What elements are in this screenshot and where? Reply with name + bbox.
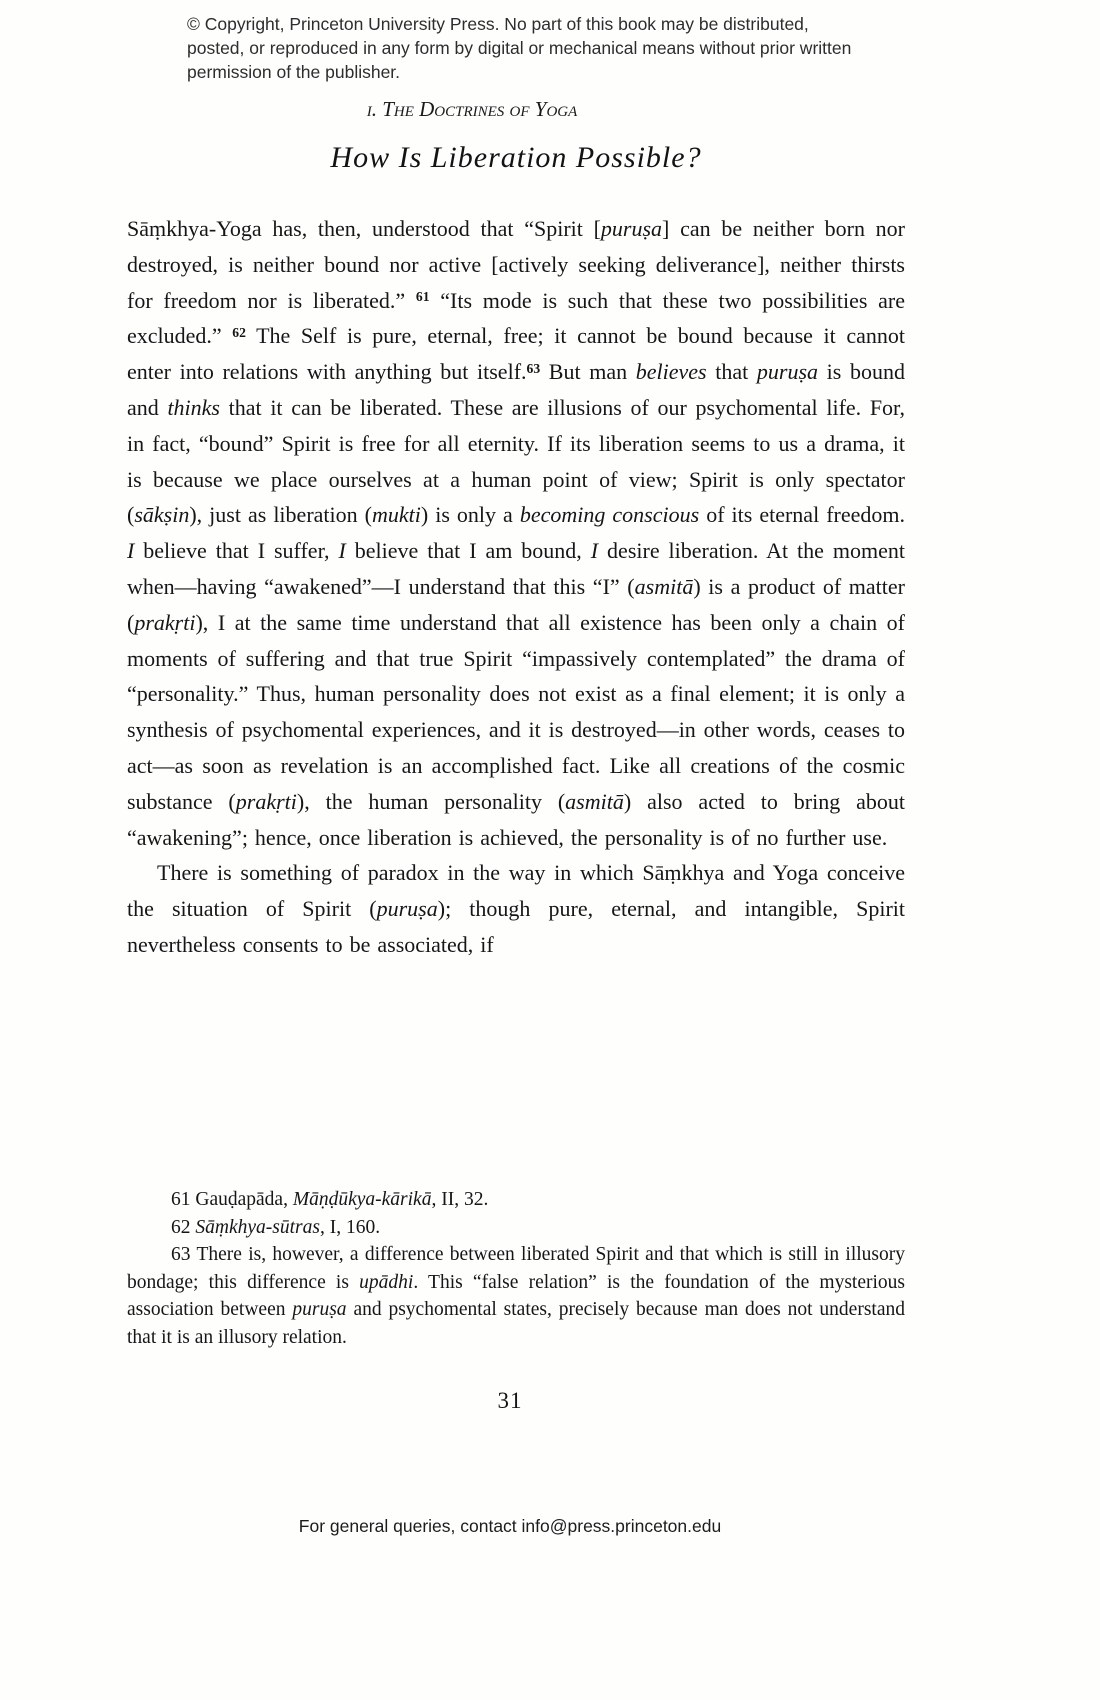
paragraph-1: Sāṃkhya-Yoga has, then, understood that “Spirit [puruṣa] can be neither born nor destroyed, is neither bound nor active [actively seeking deliverance], neither thirsts for freedom nor is liberated.” $^{61}$ “Its mode is such that these two possibilities are excluded.” $^{62}$ The Self is pure, eternal, free; it cannot be bound because it cannot enter into relations with anything but itself.$^{63}$ But man believes that puruṣa is bound and thinks that it can be liberated. These are illusions of our psychomental life. For, in fact, “bound” Spirit is free for all eternity. If its liberation seems to us a drama, it is because we place ourselves at a human point of view; Spirit is only spectator (sākṣin), just as liberation (mukti) is only a becoming conscious of its eternal freedom. I believe that I suffer, I believe that I am bound, I desire liberation. At the moment when—having “awakened”—I understand that this “I” (asmitā) is a product of matter (prakṛti), I at the same time understand that all existence has been only a chain of moments of suffering and that true Spirit “impassively contemplated” the drama of “personality.” Thus, human personality does not exist as a final element; it is only a synthesis of psychomental experiences, and it is destroyed—in other words, ceases to act—as soon as revelation is an accomplished fact. Like all creations of the cosmic substance (prakṛti), the human personality (asmitā) also acted to bring about “awakening”; hence, once liberation is achieved, the personality is of no further use. <box>127 216 906 850</box>
running-head: i. The Doctrines of Yoga <box>366 97 578 121</box>
footnote-61: 61 Gauḍapāda, Māṇḍūkya-kārikā, II, 32. <box>171 1189 489 1210</box>
paragraph-2: There is something of paradox in the way in which Sāṃkhya and Yoga conceive the situation of Spirit (puruṣa); though pure, eternal, and intangible, Spirit nevertheless consents to be associated, if <box>127 860 905 957</box>
copyright-notice: © Copyright, Princeton University Press. No part of this book may be distributed, posted, or reproduced in any form by digital or mechanical means without prior written permission of the publisher. <box>187 14 852 82</box>
footnotes <box>127 1186 905 1351</box>
footer-contact: For general queries, contact info@press.princeton.edu <box>298 1516 722 1536</box>
page-number: 31 <box>497 1388 523 1413</box>
footnote-63: 63 There is, however, a difference between liberated Spirit and that which is still in illusory bondage; this difference is upādhi. This “false relation” is the foundation of the mysterious association between puruṣa and psychomental states, precisely because man does not understand that it is an illusory relation. <box>127 1244 906 1348</box>
footnote-62: 62 Sāṃkhya-sūtras, I, 160. <box>171 1216 381 1238</box>
body-text <box>127 211 905 963</box>
page-title: How Is Liberation Possible? <box>330 141 702 174</box>
